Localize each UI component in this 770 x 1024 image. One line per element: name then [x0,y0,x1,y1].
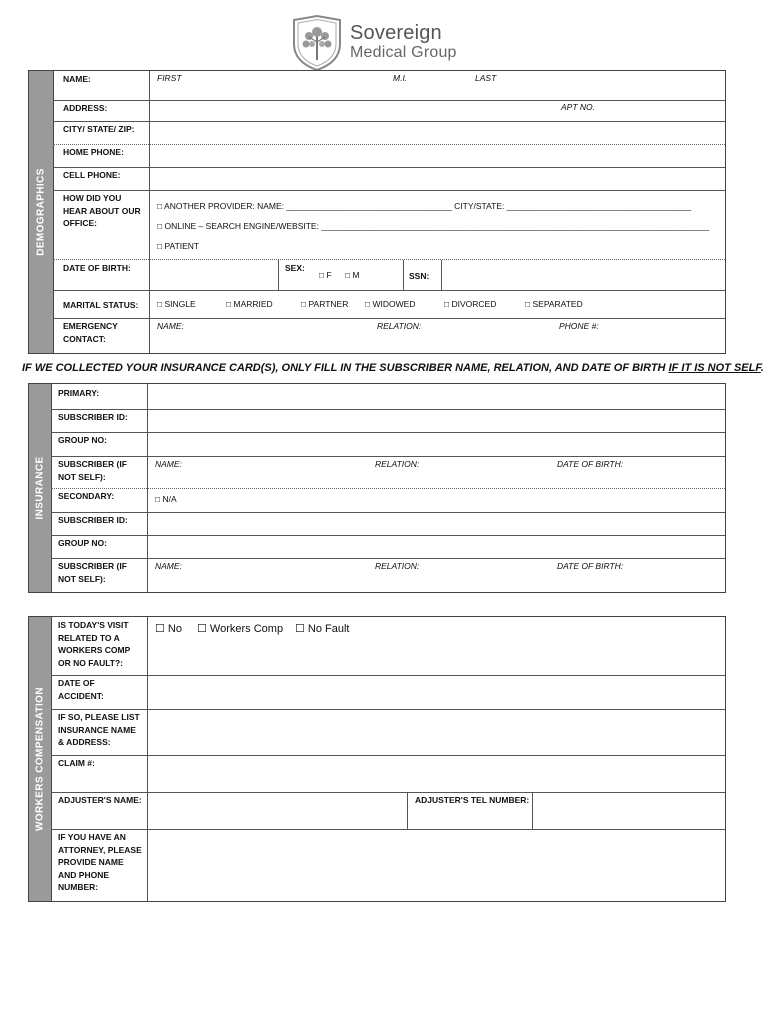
secondary-subscriber-id-label: SUBSCRIBER ID: [58,515,128,525]
attorney-label: IF YOU HAVE AN ATTORNEY, PLEASE PROVIDE NAME AND PHONE NUMBER: [58,832,142,892]
cell-phone-label: CELL PHONE: [63,170,121,180]
secondary-subscriber-dob-hint: DATE OF BIRTH: [557,561,624,571]
primary-group-no-label: GROUP NO: [58,435,107,445]
demographics-sidebar [29,71,54,353]
apt-hint: APT NO. [561,102,596,112]
insurance-section [28,383,726,593]
hear-online-option[interactable]: □ ONLINE – SEARCH ENGINE/WEBSITE: __________________________________________________________________________________ [157,221,709,231]
workers-comp-visit-label: IS TODAY'S VISIT RELATED TO A WORKERS COMP OR NO FAULT?: [58,620,131,668]
notice-underlined: IF IT IS NOT SELF [668,362,761,374]
marital-single-option[interactable]: □ SINGLE [157,299,196,309]
secondary-subscriber-id-field[interactable] [148,513,725,535]
adjuster-tel-field[interactable] [533,793,725,829]
address-label: ADDRESS: [63,103,108,113]
insurance-list-label: IF SO, PLEASE LIST INSURANCE NAME & ADDRESS: [58,712,140,747]
secondary-subscriber-field[interactable] [148,559,725,592]
sex-m-option[interactable]: □ M [345,270,360,280]
shield-tree-icon [290,14,344,72]
primary-subscriber-id-label: SUBSCRIBER ID: [58,412,128,422]
attorney-field[interactable] [148,830,725,901]
primary-field[interactable] [148,384,725,409]
home-phone-label: HOME PHONE: [63,147,124,157]
claim-number-label: CLAIM #: [58,758,95,768]
dob-label: DATE OF BIRTH: [63,263,131,273]
sex-label: SEX: [285,263,305,273]
workers-comp-title: WORKERS COMPENSATION [34,687,46,831]
name-label: NAME: [63,74,91,84]
secondary-label: SECONDARY: [58,491,115,501]
ssn-label: SSN: [409,271,430,281]
marital-divorced-option[interactable]: □ DIVORCED [444,299,497,309]
marital-partner-option[interactable]: □ PARTNER [301,299,349,309]
dob-field[interactable] [150,260,278,290]
primary-subscriber-relation-hint: RELATION: [375,459,420,469]
home-phone-field[interactable] [150,145,725,167]
brand-name: Sovereign [350,22,442,44]
demographics-title: DEMOGRAPHICS [35,168,47,256]
insurance-list-field[interactable] [148,710,725,755]
date-of-accident-label: DATE OF ACCIDENT: [58,678,104,701]
adjuster-name-label: ADJUSTER'S NAME: [58,795,142,805]
secondary-subscriber-label: SUBSCRIBER (IF NOT SELF): [58,561,127,584]
name-field[interactable] [150,71,725,100]
last-name-hint: LAST [475,73,497,83]
primary-subscriber-id-field[interactable] [148,410,725,432]
emergency-relation-hint: RELATION: [377,321,422,331]
emergency-contact-field[interactable] [150,319,725,353]
primary-subscriber-dob-hint: DATE OF BIRTH: [557,459,624,469]
secondary-subscriber-relation-hint: RELATION: [375,561,420,571]
marital-status-label: MARITAL STATUS: [63,300,139,310]
workers-comp-sidebar [29,617,52,901]
primary-group-no-field[interactable] [148,433,725,456]
city-state-zip-field[interactable] [150,122,725,144]
hear-about-label: HOW DID YOU HEAR ABOUT OUR OFFICE: [63,193,141,228]
city-state-zip-label: CITY/ STATE/ ZIP: [63,124,135,134]
emergency-contact-label: EMERGENCY CONTACT: [63,321,118,344]
claim-number-field[interactable] [148,756,725,792]
workers-comp-section [28,616,726,902]
primary-subscriber-name-hint: NAME: [155,459,182,469]
insurance-sidebar [29,384,52,592]
ssn-field[interactable] [442,260,725,290]
option-workers-comp[interactable]: ☐ Workers Comp [197,623,284,635]
insurance-notice: IF WE COLLECTED YOUR INSURANCE CARD(S), ONLY FILL IN THE SUBSCRIBER NAME, RELATION, AND DATE OF BIRTH IF IT IS NOT SELF. [22,362,764,374]
first-name-hint: FIRST [157,73,182,83]
secondary-na-option[interactable]: □ N/A [155,494,177,504]
emergency-phone-hint: PHONE #: [559,321,599,331]
sex-f-option[interactable]: □ F [319,270,332,280]
marital-separated-option[interactable]: □ SEPARATED [525,299,583,309]
secondary-group-no-field[interactable] [148,536,725,558]
adjuster-tel-label: ADJUSTER'S TEL NUMBER: [415,795,530,805]
option-no-fault[interactable]: ☐ No Fault [295,623,350,635]
secondary-subscriber-name-hint: NAME: [155,561,182,571]
adjuster-name-field[interactable] [148,793,407,829]
date-of-accident-field[interactable] [148,676,725,709]
primary-label: PRIMARY: [58,388,100,398]
brand-subname: Medical Group [350,44,457,61]
marital-married-option[interactable]: □ MARRIED [226,299,273,309]
primary-subscriber-label: SUBSCRIBER (IF NOT SELF): [58,459,127,482]
marital-widowed-option[interactable]: □ WIDOWED [365,299,416,309]
demographics-section [28,70,726,354]
cell-phone-field[interactable] [150,168,725,190]
option-no[interactable]: ☐ No [155,623,182,635]
mi-hint: M.I. [393,73,408,83]
secondary-group-no-label: GROUP NO: [58,538,107,548]
emergency-name-hint: NAME: [157,321,184,331]
insurance-title: INSURANCE [34,456,46,520]
hear-patient-option[interactable]: □ PATIENT [157,241,200,251]
address-field[interactable] [150,101,725,121]
hear-provider-option[interactable]: □ ANOTHER PROVIDER: NAME: ___________________________________ CITY/STATE: _______________________________________ [157,201,692,211]
primary-subscriber-field[interactable] [148,457,725,488]
